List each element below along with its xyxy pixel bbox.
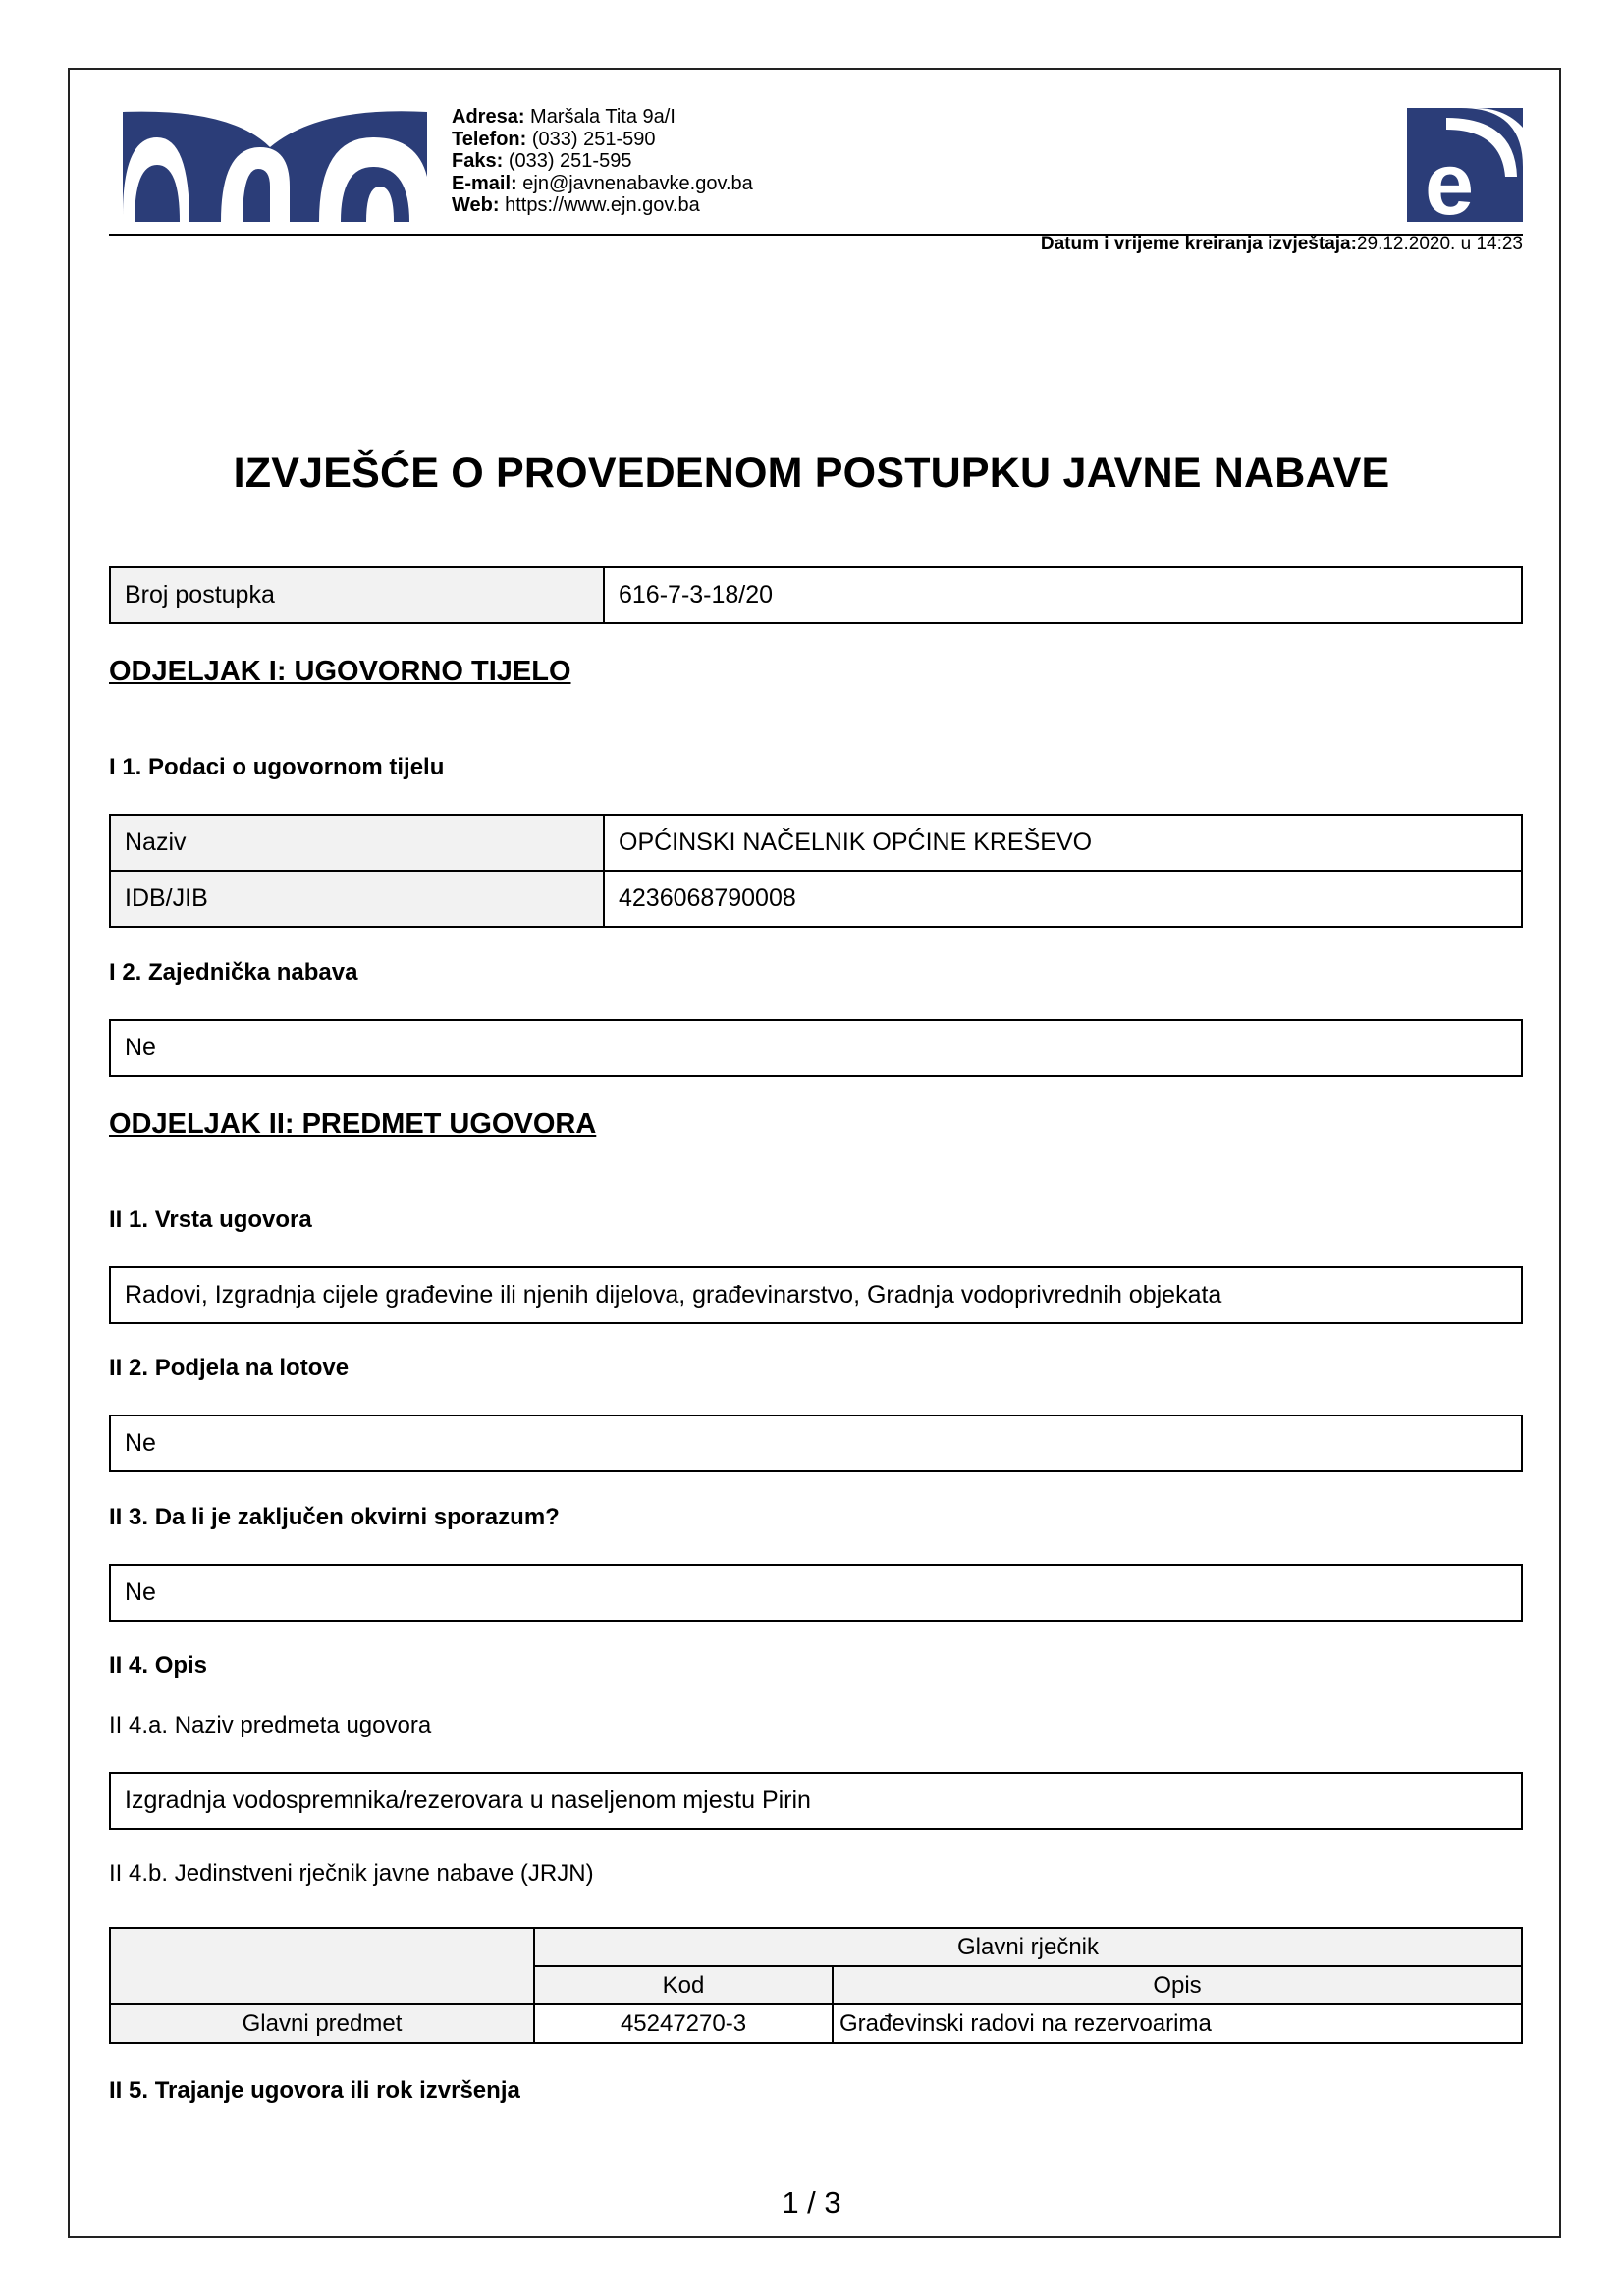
document-title: IZVJEŠĆE O PROVEDENOM POSTUPKU JAVNE NABAVE: [233, 450, 1390, 497]
contact-web: Web: https://www.ejn.gov.ba: [452, 194, 700, 216]
svg-text:e: e: [1425, 135, 1475, 222]
ejn-logo: [1407, 108, 1523, 222]
jrjn-row-label: Glavni predmet: [110, 2004, 534, 2043]
contact-phone: Telefon: (033) 251-590: [452, 128, 656, 150]
ii1-heading: II 1. Vrsta ugovora: [109, 1206, 312, 1233]
procedure-number-label: Broj postupka: [111, 568, 605, 622]
ajn-logo: [123, 108, 427, 222]
idb-value: 4236068790008: [619, 884, 796, 912]
contracting-authority-table: [109, 814, 1523, 928]
ii4a-value: Izgradnja vodospremnika/rezerovara u naseljenom mjestu Pirin: [125, 1787, 811, 1814]
page-number: 1 / 3: [782, 2185, 841, 2219]
naziv-label: Naziv: [111, 816, 605, 870]
jrjn-kod: 45247270-3: [534, 2004, 833, 2043]
section-2-heading: ODJELJAK II: PREDMET UGOVORA: [109, 1108, 597, 1140]
contact-address: Adresa: Maršala Tita 9a/I: [452, 106, 676, 128]
ii3-box: [109, 1564, 1523, 1622]
ii3-heading: II 3. Da li je zaključen okvirni sporazum?: [109, 1504, 560, 1530]
ii4a-box: [109, 1772, 1523, 1830]
ii2-heading: II 2. Podjela na lotove: [109, 1355, 350, 1381]
ii1-box: [109, 1266, 1523, 1324]
table-row: [110, 2004, 1522, 2043]
i2-heading: I 2. Zajednička nabava: [109, 959, 358, 986]
ii5-heading: II 5. Trajanje ugovora ili rok izvršenja: [109, 2077, 520, 2104]
ii4a-label: II 4.a. Naziv predmeta ugovora: [109, 1712, 432, 1738]
jrjn-table: [109, 1927, 1523, 2044]
report-created-datetime: Datum i vrijeme kreiranja izvještaja:29.12.2020. u 14:23: [1040, 234, 1523, 254]
idb-label: IDB/JIB: [111, 872, 605, 926]
ii3-value: Ne: [125, 1578, 156, 1606]
jrjn-col-kod: Kod: [534, 1966, 833, 2004]
ii1-value: Radovi, Izgradnja cijele građevine ili njenih dijelova, građevinarstvo, Gradnja vodoprivrednih objekata: [125, 1281, 1222, 1308]
ii2-value: Ne: [125, 1429, 156, 1457]
contact-block: [452, 106, 753, 217]
i2-value: Ne: [125, 1034, 156, 1061]
section-1-heading: ODJELJAK I: UGOVORNO TIJELO: [109, 656, 571, 687]
jrjn-opis: Građevinski radovi na rezervoarima: [833, 2004, 1522, 2043]
page-border: [68, 68, 1561, 2238]
jrjn-col-opis: Opis: [833, 1966, 1522, 2004]
procedure-number-table: [109, 566, 1523, 624]
i1-heading: I 1. Podaci o ugovornom tijelu: [109, 754, 445, 780]
i2-box: [109, 1019, 1523, 1077]
jrjn-group-header: Glavni rječnik: [534, 1928, 1522, 1966]
procedure-number-value: 616-7-3-18/20: [619, 581, 774, 609]
contact-fax: Faks: (033) 251-595: [452, 150, 632, 172]
ii4b-label: II 4.b. Jedinstveni rječnik javne nabave (JRJN): [109, 1860, 594, 1887]
contact-email: E-mail: ejn@javnenabavke.gov.ba: [452, 172, 753, 194]
jrjn-empty-corner: [110, 1928, 534, 2004]
ii2-box: [109, 1415, 1523, 1472]
naziv-value: OPĆINSKI NAČELNIK OPĆINE KREŠEVO: [619, 828, 1093, 856]
ii4-heading: II 4. Opis: [109, 1652, 208, 1679]
